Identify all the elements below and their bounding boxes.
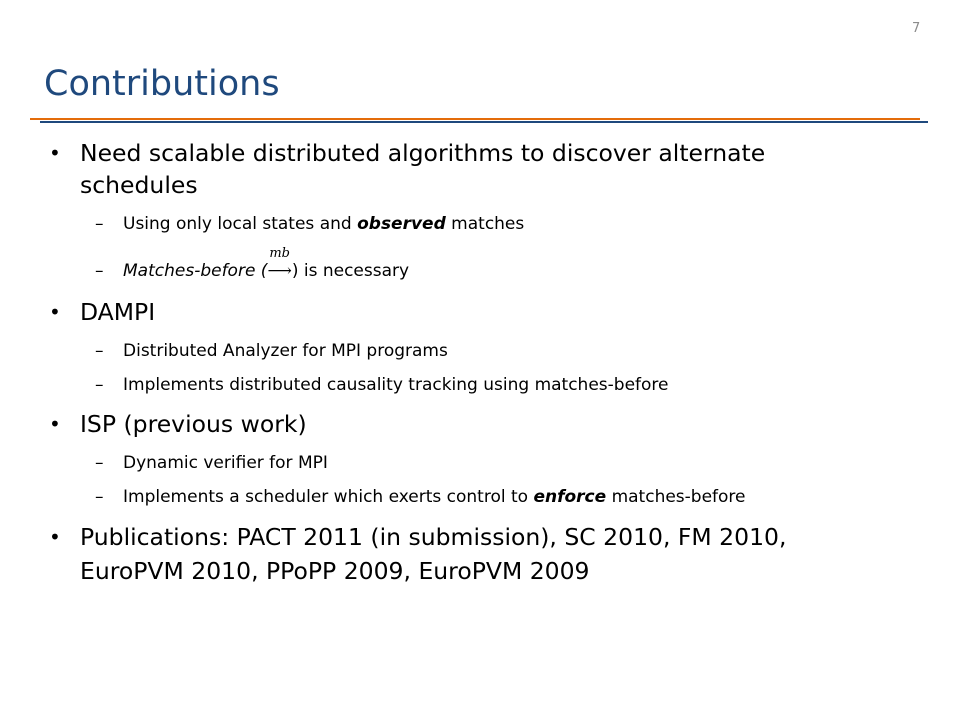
bullet-scalable-algorithms xyxy=(49,138,940,169)
bullet-text-line: EuroPVM 2010, PPoPP 2009, EuroPVM 2009 xyxy=(80,557,590,585)
bullet-marker: • xyxy=(49,141,61,165)
sub-bullet-distributed-analyzer xyxy=(95,339,923,363)
bullet-dampi xyxy=(49,297,940,328)
dash-marker: – xyxy=(95,375,104,395)
sub-emphasis: observed xyxy=(357,214,446,234)
bullet-text-line: Need scalable distributed algorithms to discover alternate xyxy=(80,139,766,167)
dash-marker: – xyxy=(95,261,104,281)
sub-emphasis: enforce xyxy=(533,487,607,507)
matches-before-symbol xyxy=(267,246,292,283)
dash-marker: – xyxy=(95,214,104,234)
sub-italic-term: Matches-before xyxy=(123,261,256,281)
slide-number: 7 xyxy=(912,21,921,36)
bullet-text-line: schedules xyxy=(80,171,198,199)
bullet-isp xyxy=(49,409,940,440)
sub-text: Implements distributed causality tracking using matches-before xyxy=(123,375,669,395)
sub-bullet-dynamic-verifier xyxy=(95,451,923,475)
dash-marker: – xyxy=(95,341,104,361)
bullet-continuation xyxy=(80,170,940,201)
sub-text: Dynamic verifier for MPI xyxy=(123,453,328,473)
bullet-continuation xyxy=(80,556,940,587)
long-right-arrow-icon: ⟶ xyxy=(267,261,292,281)
sub-bullet-local-states xyxy=(95,212,923,236)
bullet-text-line: Publications: PACT 2011 (in submission), SC 2010, FM 2010, xyxy=(80,523,787,551)
bullet-marker: • xyxy=(49,300,61,324)
sub-bullet-matches-before xyxy=(95,246,923,283)
bullet-marker: • xyxy=(49,412,61,436)
sub-text: is necessary xyxy=(298,261,410,281)
mb-label: mb xyxy=(269,246,290,261)
sub-text: Using only local states and xyxy=(123,214,358,234)
bullet-publications xyxy=(49,522,940,553)
dash-marker: – xyxy=(95,487,104,507)
bullet-text-line: DAMPI xyxy=(80,298,156,326)
slide-title: Contributions xyxy=(44,64,280,104)
dash-marker: – xyxy=(95,453,104,473)
sub-bullet-scheduler xyxy=(95,485,923,509)
paren-open: ( xyxy=(255,261,268,281)
bullet-marker: • xyxy=(49,525,61,549)
sub-text: matches-before xyxy=(606,487,746,507)
paren-close: ) xyxy=(291,261,299,281)
sub-text: Implements a scheduler which exerts control to xyxy=(123,487,534,507)
sub-bullet-causality-tracking xyxy=(95,373,923,397)
bullet-text-line: ISP (previous work) xyxy=(80,410,307,438)
sub-text: matches xyxy=(445,214,525,234)
sub-text: Distributed Analyzer for MPI programs xyxy=(123,341,448,361)
